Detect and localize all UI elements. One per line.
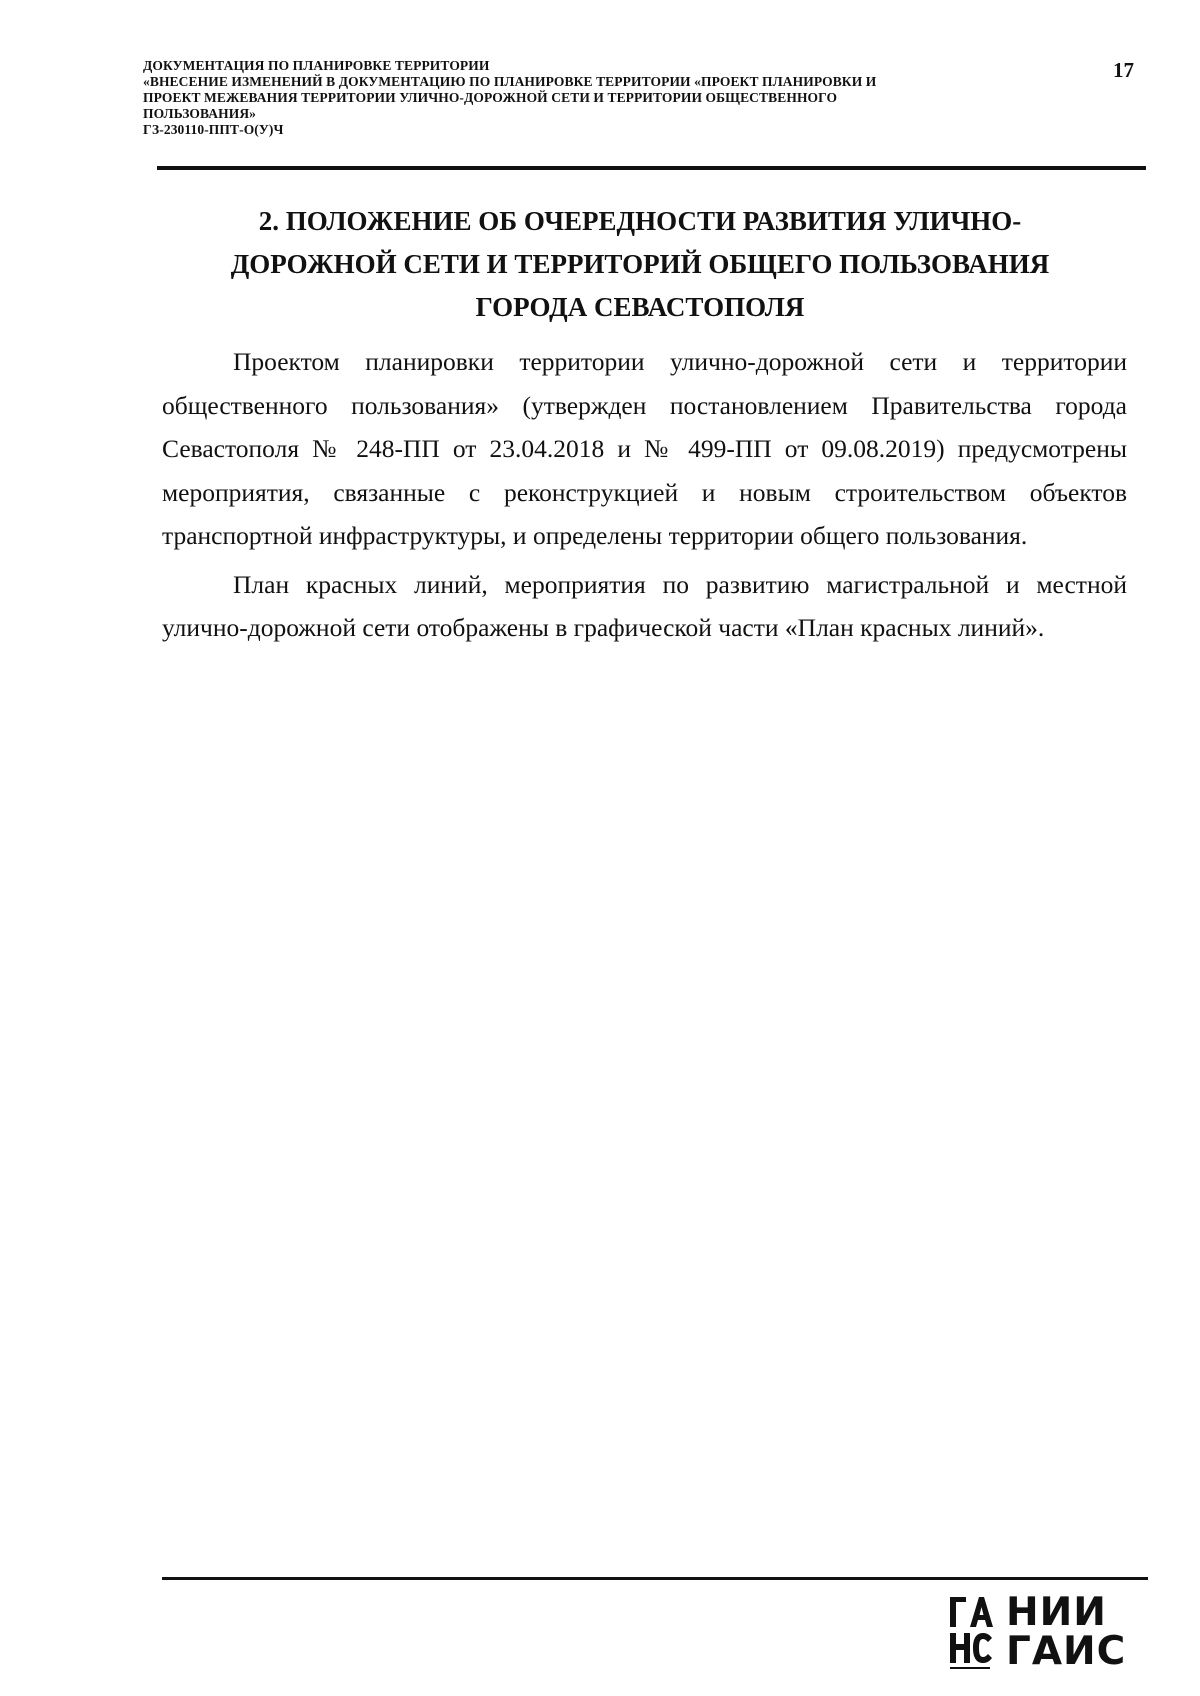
paragraph-2-line-2: улично-дорожной сети отображены в графической части «План красных линий». [162, 613, 1045, 642]
paragraph-2-line-1: План красных линий, мероприятия по развитию магистральной и местной [233, 569, 1127, 599]
paragraph-1-line-4: мероприятия, связанные с реконструкцией и новым строительством объектов [162, 477, 1127, 507]
paragraph-1 [162, 340, 1127, 558]
logo-mark-icon [948, 1593, 994, 1671]
body-text [162, 340, 1127, 650]
paragraph-1-line-5: транспортной инфраструктуры, и определены территории общего пользования. [162, 521, 1028, 550]
paragraph-2 [162, 563, 1127, 650]
running-header [143, 58, 1043, 138]
company-logo [948, 1590, 1128, 1674]
section-title-line-3: ГОРОДА СЕВАСТОПОЛЯ [475, 292, 805, 322]
logo-line-2: ГАИС [1006, 1629, 1127, 1674]
section-title [200, 200, 1080, 329]
header-divider [157, 166, 1146, 170]
footer-divider [162, 1577, 1148, 1580]
paragraph-1-line-2: общественного пользования» (утвержден постановлением Правительства города [162, 390, 1127, 420]
logo-line-1: НИИ [1006, 1590, 1107, 1635]
paragraph-1-line-3: Севастополя № 248-ПП от 23.04.2018 и № 499-ПП от 09.08.2019) предусмотрены [162, 434, 1127, 463]
document-code: ГЗ-230110-ППТ-О(У)Ч [143, 122, 284, 137]
header-line-1: ДОКУМЕНТАЦИЯ ПО ПЛАНИРОВКЕ ТЕРРИТОРИИ [143, 58, 490, 73]
header-line-3: ПРОЕКТ МЕЖЕВАНИЯ ТЕРРИТОРИИ УЛИЧНО-ДОРОЖНОЙ СЕТИ И ТЕРРИТОРИИ ОБЩЕСТВЕННОГО [143, 90, 838, 105]
header-line-4: ПОЛЬЗОВАНИЯ» [143, 106, 257, 121]
page-number: 17 [1113, 58, 1134, 82]
section-title-line-2: ДОРОЖНОЙ СЕТИ И ТЕРРИТОРИЙ ОБЩЕГО ПОЛЬЗОВАНИЯ [230, 249, 1050, 279]
header-line-2: «ВНЕСЕНИЕ ИЗМЕНЕНИЙ В ДОКУМЕНТАЦИЮ ПО ПЛАНИРОВКЕ ТЕРРИТОРИИ «ПРОЕКТ ПЛАНИРОВКИ И [143, 74, 877, 89]
logo-wordmark [1006, 1590, 1127, 1674]
section-title-line-1: 2. ПОЛОЖЕНИЕ ОБ ОЧЕРЕДНОСТИ РАЗВИТИЯ УЛИЧНО- [258, 206, 1022, 236]
paragraph-1-line-1: Проектом планировки территории улично-дорожной сети и территории [233, 347, 1127, 376]
